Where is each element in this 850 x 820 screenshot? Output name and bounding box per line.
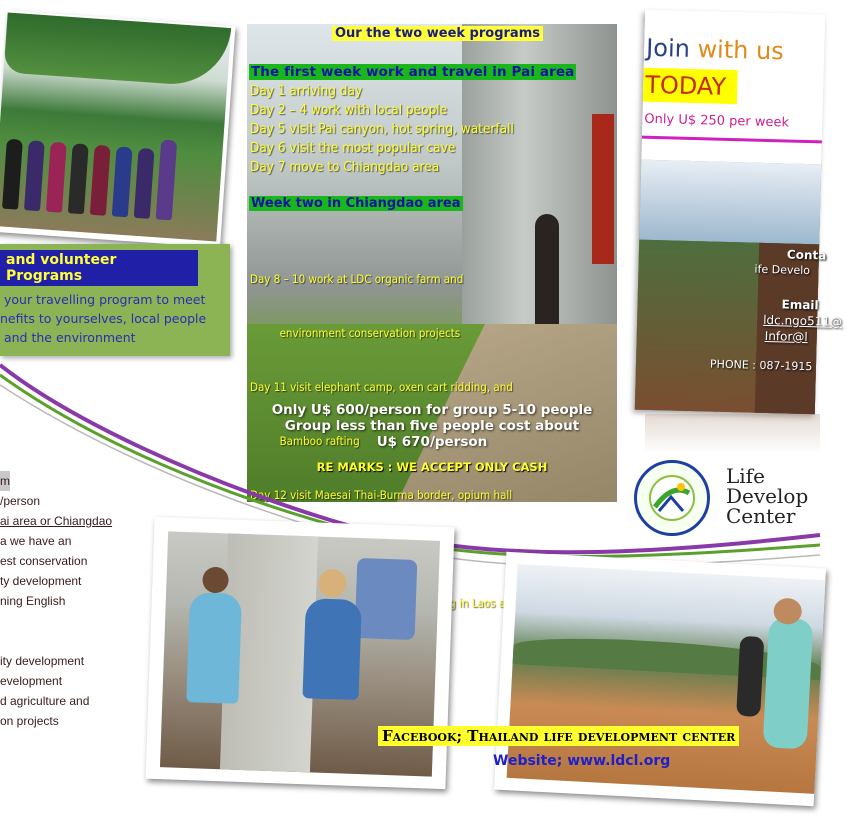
week1-day-5: Day 7 move to Chiangdao area [250, 159, 440, 175]
email-label: Email [781, 297, 819, 313]
left-line-6: ty development [0, 574, 82, 588]
volunteer-figure-1 [186, 592, 242, 704]
left-text-column [0, 470, 112, 731]
week2-title: Week two in Chiangdao area [251, 196, 461, 211]
ldc-logo [630, 458, 820, 538]
left-line-13: on projects [0, 714, 59, 728]
email-1: ldc.ngo511@ [763, 312, 843, 329]
phone: PHONE : 087-1915 [709, 357, 813, 374]
week1-title: The first week work and travel in Pai area [251, 64, 575, 80]
week2-line-5: Day 12 visit Maesai Thai-Burma border, opium hall [250, 488, 513, 502]
price-line-2: Group less than five people cost about [284, 418, 580, 434]
hiker-2 [763, 617, 814, 749]
volunteer-line-2: nefits to yourselves, local people [0, 311, 207, 326]
remarks: RE MARKS : WE ACCEPT ONLY CASH [316, 460, 548, 474]
logo-emblem [634, 460, 710, 536]
price-line-3: U$ 670/person [376, 434, 488, 450]
join-price: Only U$ 250 per week [644, 111, 790, 131]
left-line-12: d agriculture and [0, 694, 90, 708]
volunteer-figure-2 [302, 598, 361, 700]
week2-line-4: Bamboo rafting [250, 434, 360, 448]
left-line-1: m [0, 471, 10, 491]
week2-line-1: Day 8 – 10 work at LDC organic farm and [250, 272, 464, 286]
week2-line-7: in Laos [459, 596, 496, 610]
week1-day-3: Day 5 visit Pai canyon, hot spring, waterfall [250, 121, 514, 137]
left-line-3: ai area or Chiangdao [0, 514, 113, 528]
poster-title: Our the two week programs [332, 26, 543, 41]
volunteer-line-3: and the environment [0, 330, 136, 345]
logo-name-line-1: Life [726, 464, 765, 488]
join-word: Join [645, 33, 691, 63]
logo-name [726, 466, 808, 526]
left-line-10: ity development [0, 654, 85, 668]
price-line-1: Only U$ 600/person for group 5-10 people [271, 402, 593, 418]
logo-name-line-3: Center [726, 504, 796, 528]
left-line-4: a we have an [0, 534, 72, 548]
with-us: with us [689, 34, 785, 66]
logo-name-line-2: Develop [726, 484, 809, 508]
logo-emblem-icon [637, 463, 707, 533]
volunteer-title: and volunteer Programs [0, 250, 198, 286]
left-line-8 [0, 611, 112, 631]
email-2: Infor@l [764, 328, 808, 345]
left-line-7: ning English [0, 594, 66, 608]
contact-org: ife Develo [754, 262, 811, 278]
hiker-1 [736, 636, 764, 717]
left-line-9 [0, 631, 112, 651]
week2-line-2: environment conservation projects [250, 326, 461, 340]
week1-day-4: Day 6 visit the most popular cave [250, 140, 456, 156]
week2-line-3: Day 11 visit elephant camp, oxen cart ridding, and [250, 380, 513, 394]
contact-label: Conta [786, 247, 827, 263]
week1-day-1: Day 1 arriving day [250, 83, 363, 99]
left-line-11: evelopment [0, 674, 63, 688]
today-label: TODAY [643, 68, 738, 104]
volunteer-line-1: your travelling program to meet [0, 292, 206, 307]
facebook-label: Facebook; Thailand life development center [378, 726, 739, 746]
website-link[interactable]: Website; www.ldcl.org [493, 753, 671, 769]
week1-day-2: Day 2 – 4 work with local people [250, 102, 448, 118]
left-line-2: /person [0, 494, 41, 508]
left-line-5: est conservation [0, 554, 88, 568]
